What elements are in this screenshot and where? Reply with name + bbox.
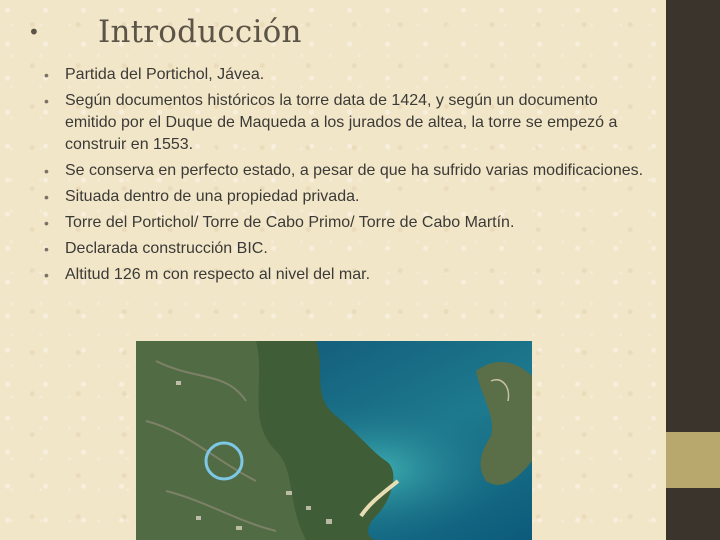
bullet-icon: •	[44, 267, 49, 283]
list-item	[44, 264, 644, 286]
bullet-icon: •	[44, 215, 49, 231]
bullet-text: Partida del Portichol, Jávea.	[65, 66, 265, 83]
bullet-icon: •	[44, 163, 49, 179]
list-item	[44, 212, 644, 234]
bullet-icon: •	[44, 93, 49, 109]
bullet-icon: •	[44, 241, 49, 257]
list-item	[44, 186, 644, 208]
right-sidebar-accent	[666, 432, 720, 488]
bullet-text: Según documentos históricos la torre data de 1424, y según un documento emitido por el Duque de Maqueda a los jurados de altea, la torre se empezó a construir en 1553.	[65, 92, 618, 153]
title-row	[28, 8, 302, 56]
satellite-map-image	[136, 341, 532, 540]
list-item	[44, 238, 644, 260]
page-title: Introducción	[98, 14, 302, 50]
list-item	[44, 160, 644, 182]
bullet-text: Situada dentro de una propiedad privada.	[65, 188, 360, 205]
bullet-text: Declarada construcción BIC.	[65, 240, 268, 257]
list-item	[44, 64, 644, 86]
list-item	[44, 90, 644, 156]
bullet-icon: •	[44, 189, 49, 205]
satellite-map-icon	[136, 341, 532, 540]
bullet-text: Se conserva en perfecto estado, a pesar de que ha sufrido varias modificaciones.	[65, 162, 644, 179]
bullet-text: Torre del Portichol/ Torre de Cabo Primo/ Torre de Cabo Martín.	[65, 214, 515, 231]
title-bullet: •	[28, 20, 40, 44]
bullet-list	[44, 64, 644, 290]
bullet-text: Altitud 126 m con respecto al nivel del mar.	[65, 266, 371, 283]
bullet-icon: •	[44, 67, 49, 83]
